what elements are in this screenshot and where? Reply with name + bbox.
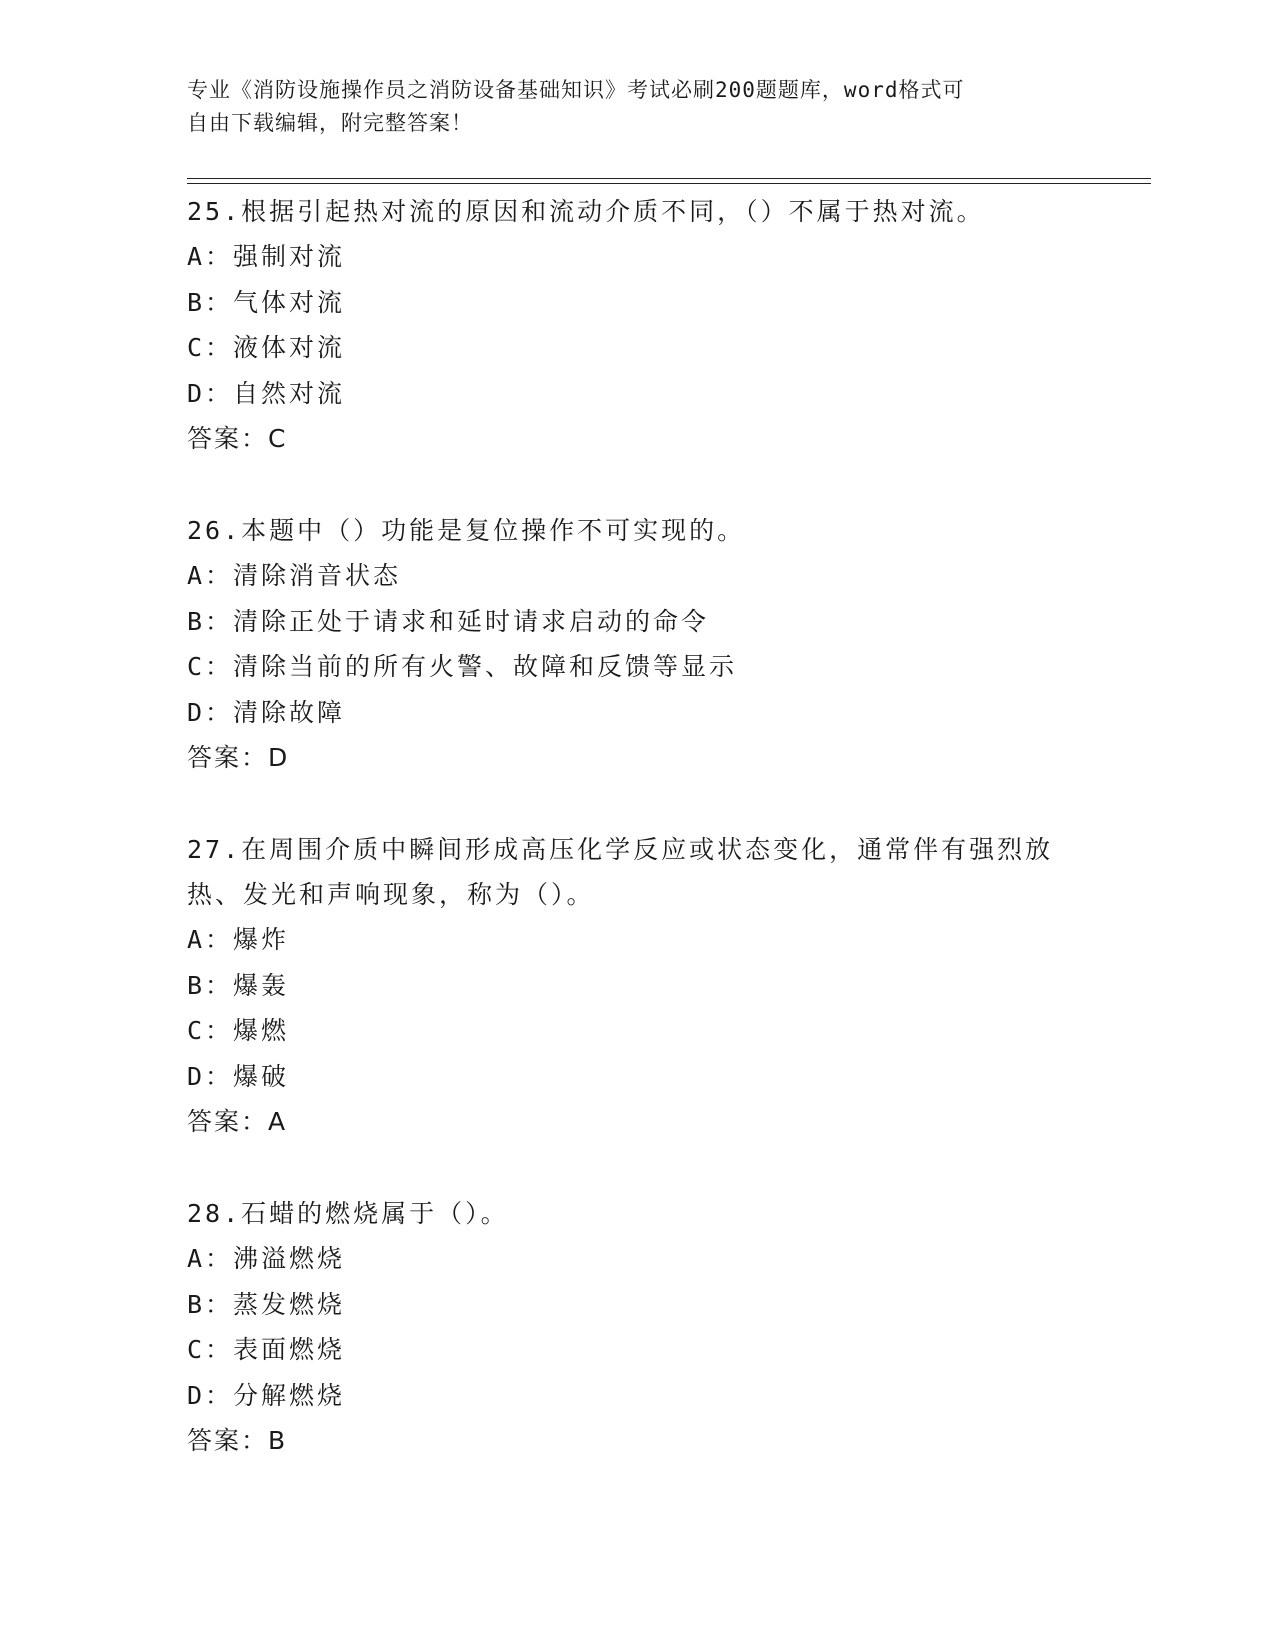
question-27 [187,827,1087,1145]
answer-label: 答案： [187,424,269,453]
option-c: C：表面燃烧 [187,1335,346,1364]
question-stem: 26.本题中（）功能是复位操作不可实现的。 [187,516,746,545]
answer-value: A [268,1107,287,1136]
option-c: C：液体对流 [187,333,346,362]
answer-line [187,1099,1087,1145]
answer-value: D [268,743,289,772]
option-d: D：分解燃烧 [187,1380,346,1410]
header-divider-top [187,178,1151,179]
option-a: A：清除消音状态 [187,561,402,590]
question-stem: 27.在周围介质中瞬间形成高压化学反应或状态变化，通常伴有强烈放热、发光和声响现象，称为（）。 [187,835,1054,909]
answer-label: 答案： [187,1426,269,1455]
option-d: D：爆破 [187,1061,290,1091]
question-stem: 28.石蜡的燃烧属于（）。 [187,1199,509,1228]
option-c: C：清除当前的所有火警、故障和反馈等显示 [187,652,738,681]
question-28 [187,1191,1087,1464]
answer-value: B [268,1426,287,1455]
answer-label: 答案： [187,743,269,772]
option-c: C：爆燃 [187,1016,290,1045]
option-d: D：清除故障 [187,697,346,727]
option-a: A：爆炸 [187,925,290,954]
option-b: B：蒸发燃烧 [187,1289,346,1319]
option-b: B：清除正处于请求和延时请求启动的命令 [187,606,710,636]
option-a: A：强制对流 [187,242,346,271]
document-header [187,74,1067,140]
option-b: B：气体对流 [187,287,346,317]
answer-label: 答案： [187,1107,269,1136]
question-list [187,189,1087,1464]
question-26 [187,508,1087,781]
question-stem: 25.根据引起热对流的原因和流动介质不同，（）不属于热对流。 [187,197,985,226]
option-d: D：自然对流 [187,378,346,408]
question-25 [187,189,1087,462]
header-line-2: 自由下载编辑，附完整答案！ [187,111,473,135]
header-line-1: 专业《消防设施操作员之消防设备基础知识》考试必刷200题题库，word格式可 [187,78,965,102]
answer-value: C [268,424,287,453]
answer-line [187,735,1087,781]
option-b: B：爆轰 [187,970,290,1000]
answer-line [187,1418,1087,1464]
answer-line [187,416,1087,462]
header-divider-bottom [187,183,1151,184]
option-a: A：沸溢燃烧 [187,1244,346,1273]
